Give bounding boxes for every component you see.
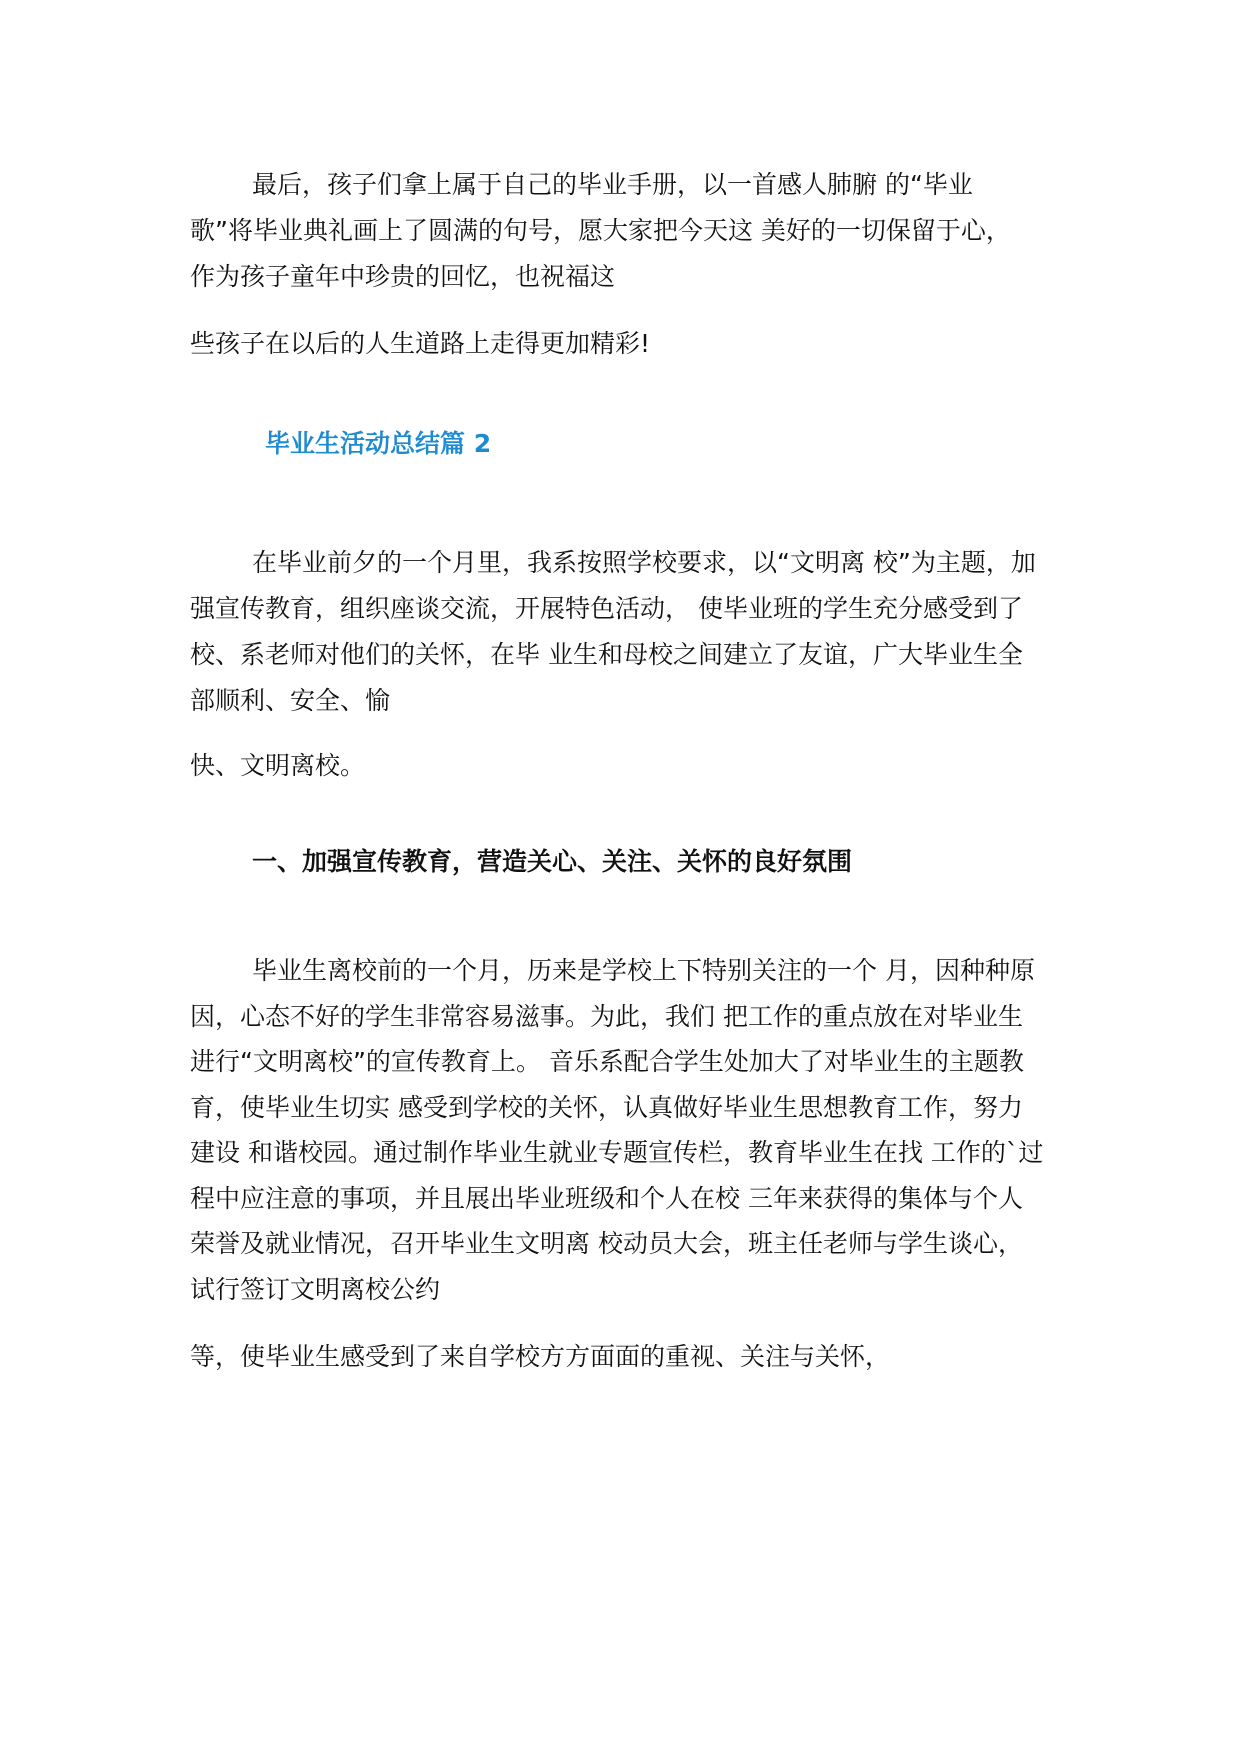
paragraph-closing <box>190 162 1070 300</box>
paragraph-closing-continuation <box>190 326 1070 362</box>
text-line: 荣誉及就业情况，召开毕业生文明离 校动员大会，班主任老师与学生谈心， <box>190 1229 1023 1258</box>
text-line: 程中应注意的事项，并且展出毕业班级和个人在校 三年来获得的集体与个人 <box>190 1183 1023 1213</box>
text-line: 强宣传教育，组织座谈交流，开展特色活动， 使毕业班的学生充分感受到了 <box>190 594 1023 623</box>
text-line: 最后，孩子们拿上属于自己的毕业手册，以一首感人肺腑 的“毕业 <box>252 170 973 199</box>
text-line: 在毕业前夕的一个月里，我系按照学校要求，以“文明离 校”为主题，加 <box>252 548 1036 577</box>
paragraph-body <box>190 948 1070 1312</box>
text-line: 进行“文明离校”的宣传教育上。 音乐系配合学生处加大了对毕业生的主题教 <box>190 1047 1024 1076</box>
text-line: 校、系老师对他们的关怀，在毕 业生和母校之间建立了友谊，广大毕业生全 <box>190 640 1023 669</box>
paragraph-body-continuation <box>190 1339 1070 1375</box>
paragraph-intro-continuation <box>190 748 1070 784</box>
text-line: 些孩子在以后的人生道路上走得更加精彩! <box>190 329 651 358</box>
text-line: 因，心态不好的学生非常容易滋事。为此，我们 把工作的重点放在对毕业生 <box>190 1001 1023 1031</box>
section-title: 毕业生活动总结篇 2 <box>265 429 492 458</box>
text-line: 歌”将毕业典礼画上了圆满的句号，愿大家把今天这 美好的一切保留于心， <box>190 216 1011 245</box>
text-line: 建设 和谐校园。通过制作毕业生就业专题宣传栏，教育毕业生在找 工作的`过 <box>190 1138 1044 1167</box>
text-line: 作为孩子童年中珍贵的回忆，也祝福这 <box>190 262 616 291</box>
text-line: 快、文明离校。 <box>190 751 366 780</box>
text-line: 育，使毕业生切实 感受到学校的关怀，认真做好毕业生思想教育工作，努力 <box>190 1092 1023 1122</box>
text-line: 等，使毕业生感受到了来自学校方方面面的重视、关注与关怀， <box>190 1342 891 1371</box>
text-line: 试行签订文明离校公约 <box>190 1274 441 1304</box>
text-line: 部顺利、安全、愉 <box>190 686 391 715</box>
text-line: 毕业生离校前的一个月，历来是学校上下特别关注的一个 月，因种种原 <box>252 956 1035 985</box>
paragraph-intro <box>190 540 1070 724</box>
subheading: 一、加强宣传教育，营造关心、关注、关怀的良好氛围 <box>252 847 853 876</box>
